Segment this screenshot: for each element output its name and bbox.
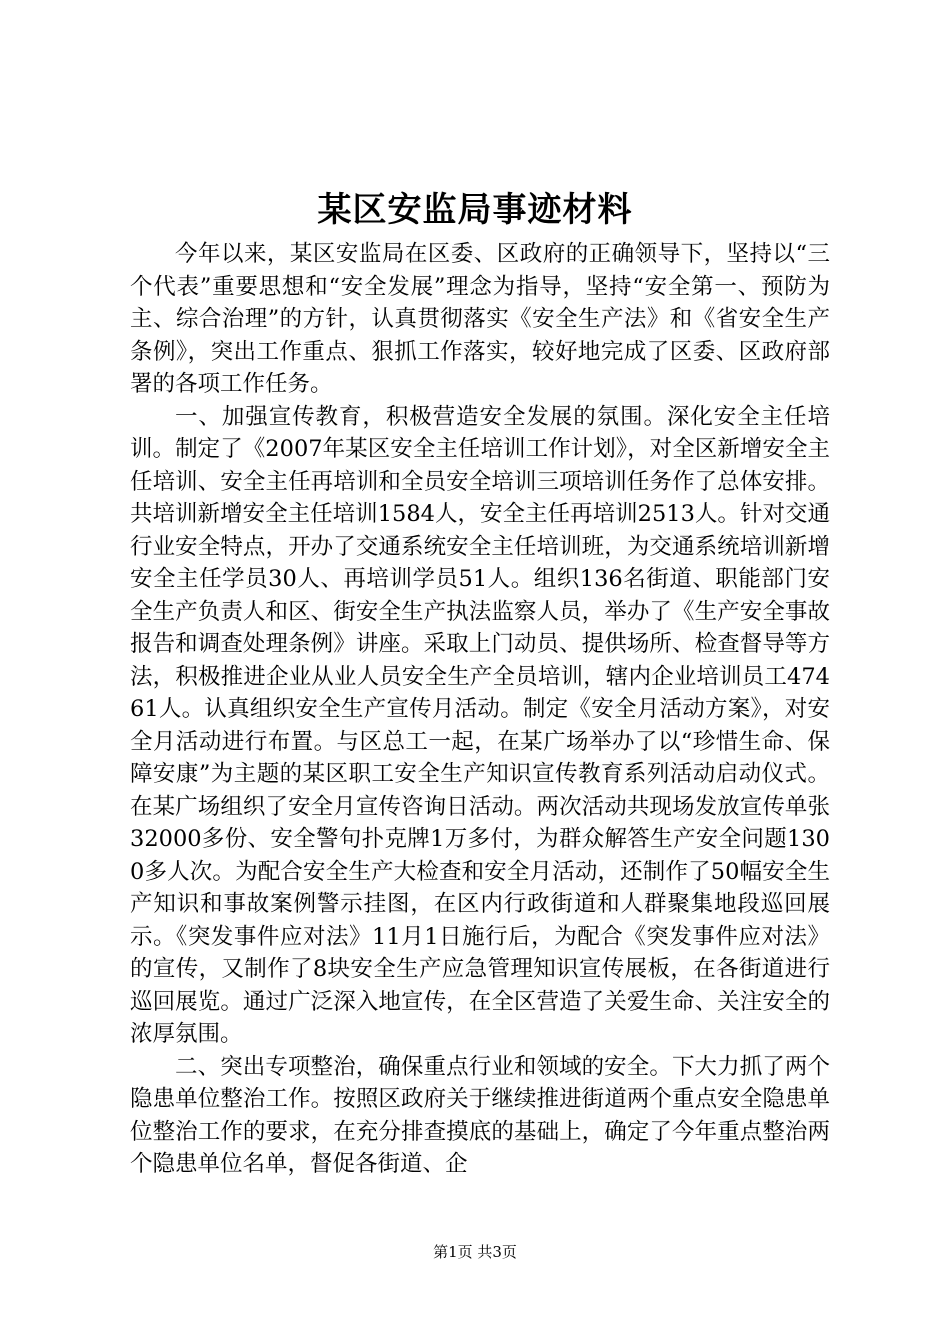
paragraph-section-1: 一、加强宣传教育，积极营造安全发展的氛围。深化安全主任培训。制定了《2007年某区安全主任培训工作计划》，对全区新增安全主任培训、安全主任再培训和全员安全培训三项培训任务作了总体安排。共培训新增安全主任培训1584人，安全主任再培训2513人。针对交通行业安全特点，开办了交通系统安全主任培训班，为交通系统培训新增安全主任学员30人、再培训学员51人。组织136名街道、职能部门安全生产负责人和区、街安全生产执法监察人员，举办了《生产安全事故报告和调查处理条例》讲座。采取上门动员、提供场所、检查督导等方法，积极推进企业从业人员安全生产全员培训，辖内企业培训员工47461人。认真组织安全生产宣传月活动。制定《安全月活动方案》，对安全月活动进行布置。与区总工一起，在某广场举办了以“珍惜生命、保障安康”为主题的某区职工安全生产知识宣传教育系列活动启动仪式。在某广场组织了安全月宣传咨询日活动。两次活动共现场发放宣传单张32000多份、安全警句扑克牌1万多付，为群众解答生产安全问题1300多人次。为配合安全生产大检查和安全月活动，还制作了50幅安全生产知识和事故案例警示挂图，在区内行政街道和人群聚集地段巡回展示。《突发事件应对法》11月1日施行后，为配合《突发事件应对法》的宣传，又制作了8块安全生产应急管理知识宣传展板，在各街道进行巡回展览。通过广泛深入地宣传，在全区营造了关爱生命、关注安全的浓厚氛围。 — [130, 403, 830, 1047]
document-title: 某区安监局事迹材料 — [317, 190, 633, 230]
paragraph-section-2: 二、突出专项整治，确保重点行业和领域的安全。下大力抓了两个隐患单位整治工作。按照区政府关于继续推进街道两个重点安全隐患单位整治工作的要求，在充分排查摸底的基础上，确定了今年重点整治两个隐患单位名单，督促各街道、企 — [130, 1053, 830, 1177]
page-number-footer: 第1页 共3页 — [433, 1243, 517, 1261]
document-body — [130, 238, 830, 1181]
paragraph-intro: 今年以来，某区安监局在区委、区政府的正确领导下，坚持以“三个代表”重要思想和“安全发展”理念为指导，坚持“安全第一、预防为主、综合治理”的方针，认真贯彻落实《安全生产法》和《省安全生产条例》，突出工作重点、狠抓工作落实，较好地完成了区委、区政府部署的各项工作任务。 — [130, 241, 830, 397]
